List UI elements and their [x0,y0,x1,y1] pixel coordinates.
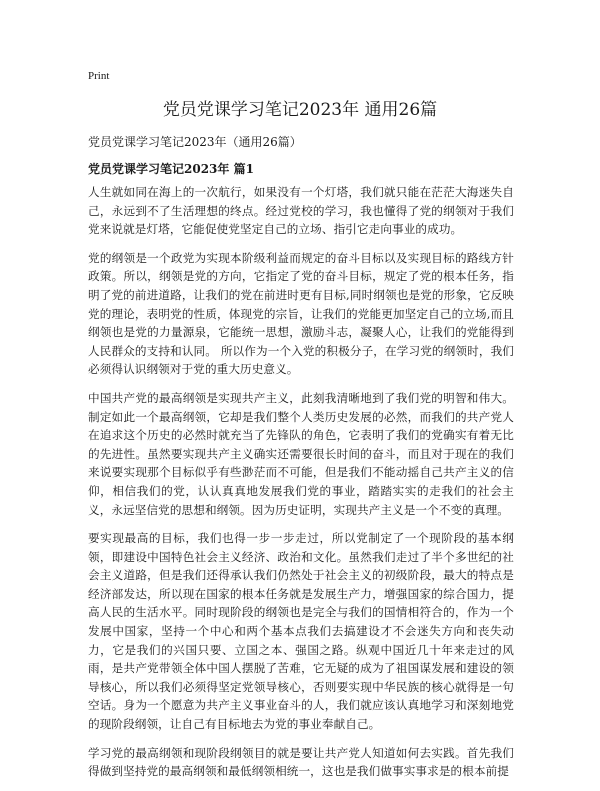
article-body [88,183,514,791]
paragraph-2: 党的纲领是一个政党为实现本阶级利益而规定的奋斗目标以及实现目标的路线方针政策。所以，纲领是党的方向，它指定了党的奋斗目标，规定了党的根本任务，指明了党的前进道路，让我们的党在前进时更有目标,同时纲领也是党的形象，它反映党的理论，表明党的性质，体现党的宗旨，让我们的党能更加坚定自己的立场,而且纲领也是党的力量源泉，它能统一思想，激励斗志，凝聚人心，让我们的党能得到人民群众的支持和认同。 所以作为一个入党的积极分子，在学习党的纲领时，我们必须得认识纲领对于党的重大历史意义。 [88,250,514,377]
paragraph-3: 中国共产党的最高纲领是实现共产主义，此刻我清晰地到了我们党的明智和伟大。制定如此一个最高纲领，它却是我们整个人类历史发展的必然，而我们的共产党人在追求这个历史的必然时就充当了先锋队的角色，它表明了我们的党确实有着无比的先进性。虽然要实现共产主义确实还需要很长时间的奋斗，而且对于现在的我们来说要实现那个目标似乎有些渺茫而不可能，但是我们不能动摇自己共产主义的信仰，相信我们的党，认认真真地发展我们党的事业，踏踏实实的走我们的社会主义，永远坚信党的思想和纲领。因为历史证明，实现共产主义是一个不变的真理。 [88,390,514,517]
paragraph-4: 要实现最高的目标，我们也得一步一步走过，所以党制定了一个现阶段的基本纲领，即建设中国特色社会主义经济、政治和文化。虽然我们走过了半个多世纪的社会主义道路，但是我们还得承认我们仍然处于社会主义的初级阶段，最大的特点是经济部发达，所以现在国家的根本任务就是发展生产力，增强国家的综合国力，提高人民的生活水平。同时现阶段的纲领也是完全与我们的国情相符合的，作为一个发展中国家，坚持一个中心和两个基本点我们去搞建设才不会迷失方向和丧失动力，它是我们的兴国只要、立国之本、强国之路。纵观中国近几十年来走过的风雨，是共产党带领全体中国人摆脱了苦难，它无疑的成为了祖国谋发展和建设的领导核心，所以我们必须得坚定党领导核心，否则要实现中华民族的核心就得是一句空话。身为一个愿意为共产主义事业奋斗的人，我们就应该认真地学习和深刻地党的现阶段纲领，让自己有目标地去为党的事业奉献自己。 [88,531,514,732]
section-heading: 党员党课学习笔记2023年 篇1 [88,162,254,176]
paragraph-1: 人生就如同在海上的一次航行，如果没有一个灯塔，我们就只能在茫茫大海迷失自己，永远到不了生活理想的终点。经过党校的学习，我也懂得了党的纲领对于我们党来说就是灯塔，它能促使党坚定自己的立场、指引它走向事业的成功。 [88,185,514,237]
print-label: Print [88,70,110,82]
document-subtitle: 党员党课学习笔记2023年（通用26篇） [88,135,302,149]
page-title: 党员党课学习笔记2023年 通用26篇 [162,100,438,120]
paragraph-5: 学习党的最高纲领和现阶段纲领目的就是要让共产党人知道如何去实践。首先我们得做到坚持党的最高纲领和最低纲领相统一，这也是我们做事实事求是的根本前提 [88,745,514,779]
